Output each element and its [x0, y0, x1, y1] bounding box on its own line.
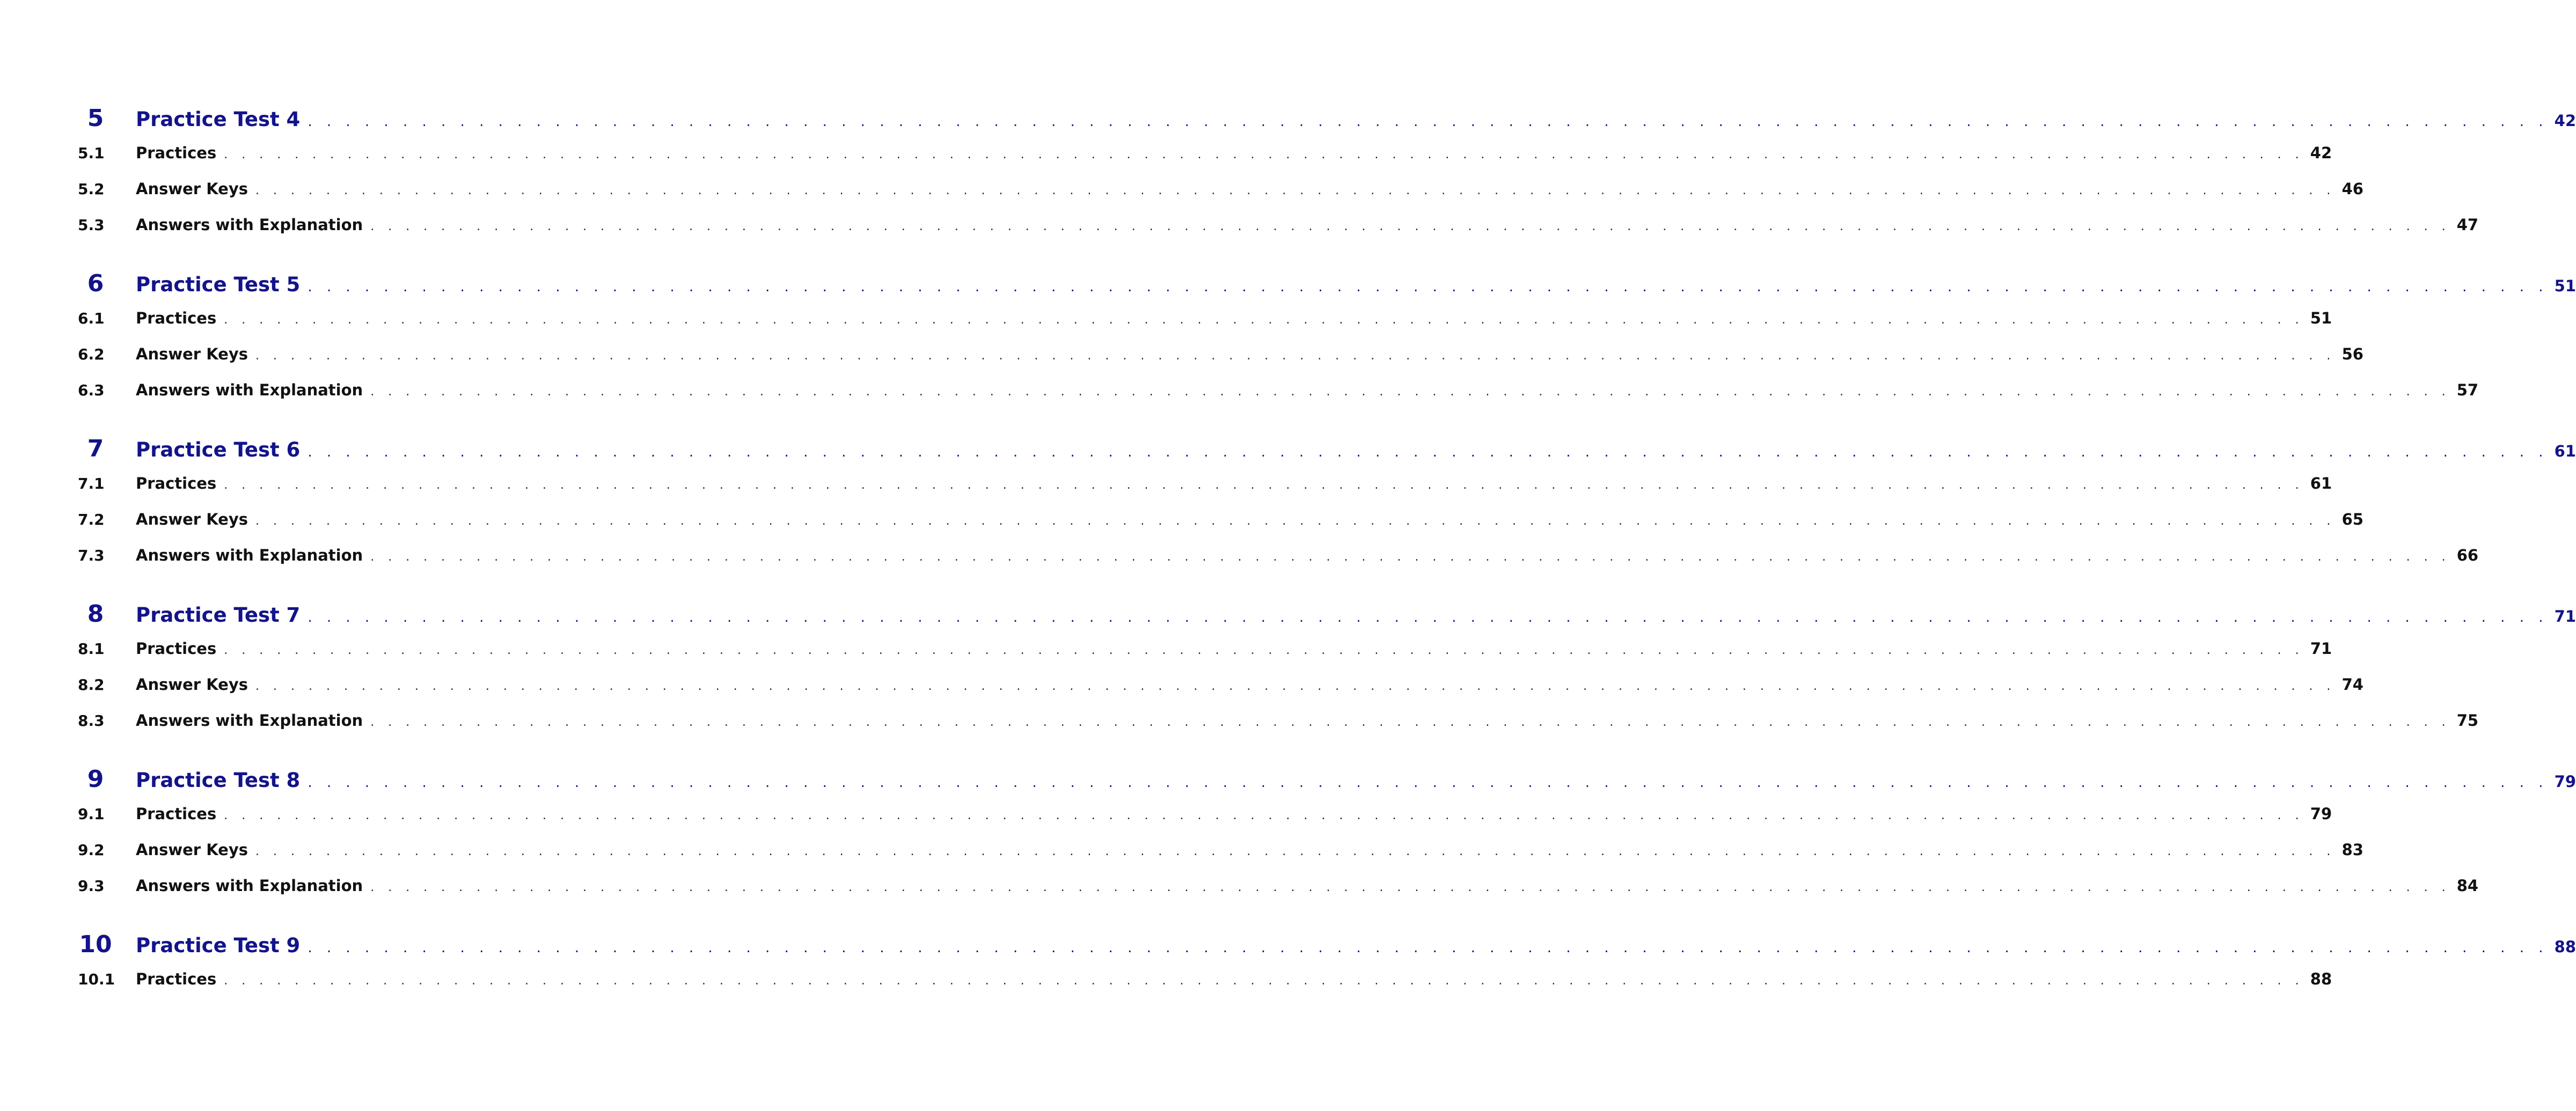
toc-chapter: [78, 600, 2576, 747]
section-title: Practices: [136, 144, 217, 162]
section-title: Practices: [136, 805, 217, 823]
section-number: 9.2: [78, 841, 105, 859]
dot-leader: . . . . . . . . . . . . . . . . . . . . . . . . . . . . . . . . . . . . . . . . . . . . . . . . . . . . . . . . . . . . . . . . . . . . . . . . . . . . . . . . . . . . . . . . . . . . . . . . . . . . . . . . . . . . . . . . . . . . . .: [255, 845, 2336, 858]
chapter-title: Practice Test 4: [136, 108, 301, 131]
toc-section-entry[interactable]: [78, 675, 2363, 711]
chapter-number: 10: [79, 931, 112, 958]
section-page-number: 75: [2456, 711, 2479, 730]
section-title: Answers with Explanation: [136, 216, 363, 234]
section-number: 5.1: [78, 144, 105, 162]
section-page-number: 79: [2310, 805, 2332, 823]
chapter-title: Practice Test 9: [136, 934, 301, 957]
section-number: 7.1: [78, 475, 105, 492]
section-number: 10.1: [78, 970, 115, 988]
toc-section-entry[interactable]: [78, 805, 2332, 841]
toc-section-entry[interactable]: [78, 639, 2332, 675]
chapter-page-number: 71: [2554, 607, 2576, 626]
section-page-number: 65: [2341, 510, 2363, 528]
dot-leader: . . . . . . . . . . . . . . . . . . . . . . . . . . . . . . . . . . . . . . . . . . . . . . . . . . . . . . . . . . . . . . . . . . . . . . . . . . . . . . . . . . . . . . . . . . . . . . . . . . . . . . . . . . . . . . . . . . . . . .: [224, 644, 2304, 657]
section-number: 5.2: [78, 180, 105, 198]
chapter-title: Practice Test 7: [136, 604, 301, 627]
dot-leader: . . . . . . . . . . . . . . . . . . . . . . . . . . . . . . . . . . . . . . . . . . . . . . . . . . . . . . . . . . . . . . . . . . . . . . . . . . . . . . . . . . . . . . . . . . . . . . . . . . . . . . . . . . . . . . . . . . . . . .: [255, 680, 2336, 693]
chapter-title: Practice Test 8: [136, 769, 301, 792]
section-page-number: 42: [2310, 144, 2332, 162]
dot-leader: . . . . . . . . . . . . . . . . . . . . . . . . . . . . . . . . . . . . . . . . . . . . . . . . . . . . . . . . . . . . . . . . . . . . . . . . . . . . . . . . . . . . . . . . . . . . . . . . . . . . . . . . . . . . . . . . . . . . . .: [255, 184, 2336, 197]
toc-section-entry[interactable]: [78, 180, 2363, 216]
toc-section-entry[interactable]: [78, 381, 2479, 417]
section-page-number: 46: [2341, 180, 2363, 198]
dot-leader: . . . . . . . . . . . . . . . . . . . . . . . . . . . . . . . . . . . . . . . . . . . . . . . . . . . . . . . . . . . . . . . . . . . . . . . . . . . . . . . . . . . . . . . . . . . . . . . . . . . . . . . . . . . . . . . . . . . . . .: [224, 313, 2304, 327]
section-title: Practices: [136, 309, 217, 327]
section-page-number: 47: [2456, 216, 2479, 234]
section-number: 6.3: [78, 381, 105, 399]
dot-leader: . . . . . . . . . . . . . . . . . . . . . . . . . . . . . . . . . . . . . . . . . . . . . . . . . . . . . . . . . . . . . . . . . . . . . . . . . . . . . . . . . . . . . . . . . . . . . . . . . . . . . . . . . . . . . . . . . . . . . .: [255, 349, 2336, 363]
toc-section-entry[interactable]: [78, 510, 2363, 546]
chapter-title: Practice Test 6: [136, 438, 301, 461]
dot-leader: . . . . . . . . . . . . . . . . . . . . . . . . . . . . . . . . . . . . . . . . . . . . . . . . . . . . . . . . . . . . . . . . . . . . . . . . . . . . . . . . . . . . . . . . . . . . . . . . . . . . . . . . . . . . . . . . . . . . . .: [224, 974, 2304, 988]
section-title: Answer Keys: [136, 675, 248, 694]
toc-chapter-entry[interactable]: [78, 931, 2576, 963]
chapter-page-number: 42: [2554, 112, 2576, 130]
chapter-page-number: 79: [2554, 772, 2576, 791]
toc-chapter: [78, 270, 2576, 417]
section-title: Practices: [136, 639, 217, 658]
toc-chapter-entry[interactable]: [78, 435, 2576, 467]
chapter-number: 9: [87, 766, 104, 793]
section-page-number: 83: [2341, 841, 2363, 859]
toc-chapter: [78, 766, 2576, 913]
toc-section-entry[interactable]: [78, 144, 2332, 180]
section-title: Answers with Explanation: [136, 381, 363, 399]
chapter-page-number: 61: [2554, 442, 2576, 460]
section-page-number: 57: [2456, 381, 2479, 399]
chapter-page-number: 88: [2554, 938, 2576, 956]
chapter-number: 6: [87, 270, 104, 297]
dot-leader: . . . . . . . . . . . . . . . . . . . . . . . . . . . . . . . . . . . . . . . . . . . . . . . . . . . . . . . . . . . . . . . . . . . . . . . . . . . . . . . . . . . . . . . . . . . . . . . . . . . . . . . . . . . . . . . . . . . . . .: [255, 514, 2336, 528]
dot-leader: . . . . . . . . . . . . . . . . . . . . . . . . . . . . . . . . . . . . . . . . . . . . . . . . . . . . . . . . . . . . . . . . . . . . . . . . . . . . . . . . . . . . . . . . . . . . . . . . . . . . . . . . . . . . . . . . . . . . . .: [308, 940, 2549, 956]
toc-section-entry[interactable]: [78, 474, 2332, 510]
toc-section-entry[interactable]: [78, 309, 2332, 345]
dot-leader: . . . . . . . . . . . . . . . . . . . . . . . . . . . . . . . . . . . . . . . . . . . . . . . . . . . . . . . . . . . . . . . . . . . . . . . . . . . . . . . . . . . . . . . . . . . . . . . . . . . . . . . . . . . . . . . . . . . . . .: [308, 609, 2549, 626]
section-page-number: 51: [2310, 309, 2332, 327]
section-number: 7.3: [78, 547, 105, 564]
dot-leader: . . . . . . . . . . . . . . . . . . . . . . . . . . . . . . . . . . . . . . . . . . . . . . . . . . . . . . . . . . . . . . . . . . . . . . . . . . . . . . . . . . . . . . . . . . . . . . . . . . . . . . . . . . . . . . . . . . . . . .: [224, 148, 2304, 161]
section-title: Practices: [136, 970, 217, 988]
section-number: 9.3: [78, 877, 105, 895]
chapter-number: 7: [87, 435, 104, 462]
section-number: 9.1: [78, 805, 105, 823]
toc-section-entry[interactable]: [78, 345, 2363, 381]
dot-leader: . . . . . . . . . . . . . . . . . . . . . . . . . . . . . . . . . . . . . . . . . . . . . . . . . . . . . . . . . . . . . . . . . . . . . . . . . . . . . . . . . . . . . . . . . . . . . . . . . . . . . . . . . . . . . . . . . . . . . .: [308, 444, 2549, 460]
dot-leader: . . . . . . . . . . . . . . . . . . . . . . . . . . . . . . . . . . . . . . . . . . . . . . . . . . . . . . . . . . . . . . . . . . . . . . . . . . . . . . . . . . . . . . . . . . . . . . . . . . . . . . . . . . . . . . . . . . . . . .: [370, 385, 2451, 399]
section-title: Answer Keys: [136, 841, 248, 859]
dot-leader: . . . . . . . . . . . . . . . . . . . . . . . . . . . . . . . . . . . . . . . . . . . . . . . . . . . . . . . . . . . . . . . . . . . . . . . . . . . . . . . . . . . . . . . . . . . . . . . . . . . . . . . . . . . . . . . . . . . . . .: [370, 881, 2451, 894]
chapter-page-number: 51: [2554, 277, 2576, 295]
section-number: 8.2: [78, 676, 105, 694]
section-title: Answer Keys: [136, 345, 248, 363]
section-title: Practices: [136, 474, 217, 492]
section-title: Answers with Explanation: [136, 877, 363, 895]
dot-leader: . . . . . . . . . . . . . . . . . . . . . . . . . . . . . . . . . . . . . . . . . . . . . . . . . . . . . . . . . . . . . . . . . . . . . . . . . . . . . . . . . . . . . . . . . . . . . . . . . . . . . . . . . . . . . . . . . . . . . .: [224, 809, 2304, 822]
section-number: 8.1: [78, 640, 105, 658]
dot-leader: . . . . . . . . . . . . . . . . . . . . . . . . . . . . . . . . . . . . . . . . . . . . . . . . . . . . . . . . . . . . . . . . . . . . . . . . . . . . . . . . . . . . . . . . . . . . . . . . . . . . . . . . . . . . . . . . . . . . . .: [308, 114, 2549, 130]
dot-leader: . . . . . . . . . . . . . . . . . . . . . . . . . . . . . . . . . . . . . . . . . . . . . . . . . . . . . . . . . . . . . . . . . . . . . . . . . . . . . . . . . . . . . . . . . . . . . . . . . . . . . . . . . . . . . . . . . . . . . .: [370, 716, 2451, 729]
toc-chapter-entry[interactable]: [78, 270, 2576, 302]
section-title: Answer Keys: [136, 180, 248, 198]
table-of-contents: [78, 105, 2576, 1006]
toc-section-entry[interactable]: [78, 970, 2332, 1006]
chapter-number: 5: [87, 105, 104, 132]
section-page-number: 74: [2341, 675, 2363, 694]
toc-chapter: [78, 105, 2576, 252]
section-number: 5.3: [78, 216, 105, 234]
section-number: 6.2: [78, 345, 105, 363]
section-page-number: 66: [2456, 546, 2479, 564]
toc-section-entry[interactable]: [78, 711, 2479, 747]
dot-leader: . . . . . . . . . . . . . . . . . . . . . . . . . . . . . . . . . . . . . . . . . . . . . . . . . . . . . . . . . . . . . . . . . . . . . . . . . . . . . . . . . . . . . . . . . . . . . . . . . . . . . . . . . . . . . . . . . . . . . .: [370, 550, 2451, 564]
dot-leader: . . . . . . . . . . . . . . . . . . . . . . . . . . . . . . . . . . . . . . . . . . . . . . . . . . . . . . . . . . . . . . . . . . . . . . . . . . . . . . . . . . . . . . . . . . . . . . . . . . . . . . . . . . . . . . . . . . . . . .: [308, 279, 2549, 295]
toc-section-entry[interactable]: [78, 877, 2479, 913]
toc-chapter: [78, 931, 2576, 1006]
section-page-number: 71: [2310, 639, 2332, 658]
section-number: 8.3: [78, 712, 105, 730]
section-page-number: 84: [2456, 877, 2479, 895]
toc-section-entry[interactable]: [78, 216, 2479, 252]
dot-leader: . . . . . . . . . . . . . . . . . . . . . . . . . . . . . . . . . . . . . . . . . . . . . . . . . . . . . . . . . . . . . . . . . . . . . . . . . . . . . . . . . . . . . . . . . . . . . . . . . . . . . . . . . . . . . . . . . . . . . .: [224, 479, 2304, 492]
toc-chapter-entry[interactable]: [78, 600, 2576, 632]
toc-section-entry[interactable]: [78, 546, 2479, 582]
section-title: Answers with Explanation: [136, 546, 363, 564]
section-page-number: 56: [2341, 345, 2363, 363]
dot-leader: . . . . . . . . . . . . . . . . . . . . . . . . . . . . . . . . . . . . . . . . . . . . . . . . . . . . . . . . . . . . . . . . . . . . . . . . . . . . . . . . . . . . . . . . . . . . . . . . . . . . . . . . . . . . . . . . . . . . . .: [308, 775, 2549, 791]
section-number: 6.1: [78, 310, 105, 327]
dot-leader: . . . . . . . . . . . . . . . . . . . . . . . . . . . . . . . . . . . . . . . . . . . . . . . . . . . . . . . . . . . . . . . . . . . . . . . . . . . . . . . . . . . . . . . . . . . . . . . . . . . . . . . . . . . . . . . . . . . . . .: [370, 220, 2451, 233]
toc-section-entry[interactable]: [78, 841, 2363, 877]
chapter-number: 8: [87, 600, 104, 628]
section-title: Answers with Explanation: [136, 711, 363, 730]
section-page-number: 61: [2310, 474, 2332, 492]
chapter-title: Practice Test 5: [136, 273, 301, 296]
toc-chapter-entry[interactable]: [78, 105, 2576, 137]
section-number: 7.2: [78, 511, 105, 528]
toc-chapter: [78, 435, 2576, 582]
section-title: Answer Keys: [136, 510, 248, 528]
toc-chapter-entry[interactable]: [78, 766, 2576, 798]
section-page-number: 88: [2310, 970, 2332, 988]
